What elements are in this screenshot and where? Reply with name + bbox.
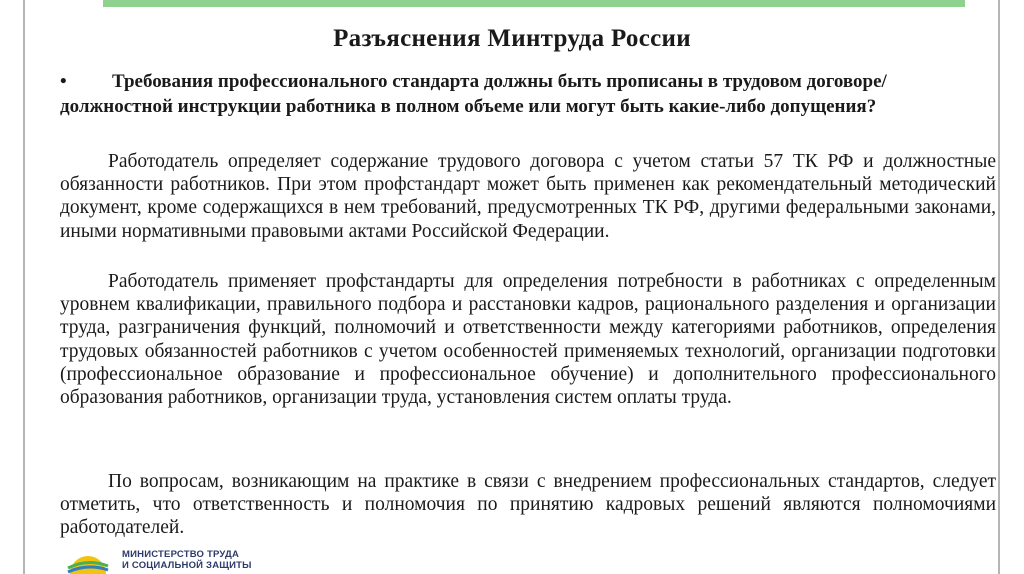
question-text: Требования профессионального стандарта должны быть прописаны в трудовом договоре/должностной инструкции работника в полном объеме или могут быть какие-либо допущения? (60, 71, 887, 117)
ministry-name (122, 549, 252, 571)
answer-paragraph-2: Работодатель применяет профстандарты для определения потребности в работниках с определенным уровнем квалификации, правильного подбора и расстановки кадров, рационального разделения и организации труда, разграничения функций, полномочий и ответственности между категориями работников, определения трудовых обязанностей работников с учетом особенностей применяемых технологий, организации подготовки (профессиональное образование и профессиональное обучение) и дополнительного профессионального образования работников, организации труда, установления систем оплаты труда. (60, 271, 996, 409)
question-block (60, 69, 980, 119)
slide-border-left (23, 0, 25, 574)
bullet-marker: • (60, 71, 67, 92)
page-title: Разъяснения Минтруда России (333, 25, 691, 52)
ministry-name-line-1: МИНИСТЕРСТВО ТРУДА (122, 549, 240, 560)
ministry-name-line-2: И СОЦИАЛЬНОЙ ЗАЩИТЫ (122, 560, 252, 571)
ministry-logo-icon (66, 546, 110, 574)
answer-paragraph-3: По вопросам, возникающим на практике в связи с внедрением профессиональных стандартов, следует отметить, что ответственность и полномочия по принятию кадровых решений являются полномочиями работодателей. (60, 471, 996, 539)
header-accent-bar (103, 0, 965, 7)
slide-border-right (998, 0, 1000, 574)
answer-paragraph-1: Работодатель определяет содержание трудового договора с учетом статьи 57 ТК РФ и должностные обязанности работников. При этом профстандарт может быть применен как рекомендательный методический документ, кроме содержащихся в нем требований, предусмотренных ТК РФ, другими федеральными законами, иными нормативными правовыми актами Российской Федерации. (60, 151, 996, 242)
